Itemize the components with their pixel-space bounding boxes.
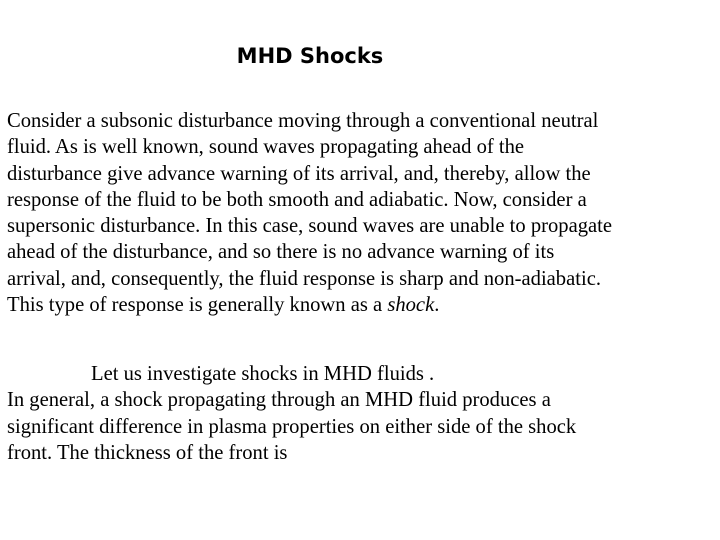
text-line-last-suffix: . xyxy=(434,294,440,317)
slide-title: MHD Shocks xyxy=(236,44,384,68)
text-line: front. The thickness of the front is xyxy=(7,441,288,464)
text-line: supersonic disturbance. In this case, sound waves are unable to propagate xyxy=(7,215,613,238)
text-line: fluid. As is well known, sound waves propagating ahead of the xyxy=(7,136,525,159)
text-line: In general, a shock propagating through an MHD fluid produces a xyxy=(7,389,551,412)
paragraph-mhd-shocks xyxy=(7,361,715,466)
paragraph-subsonic-supersonic xyxy=(7,108,715,318)
text-line: response of the fluid to be both smooth and adiabatic. Now, consider a xyxy=(7,188,587,211)
text-line-last xyxy=(7,292,715,318)
text-line: arrival, and, consequently, the fluid response is sharp and non-adiabatic. xyxy=(7,267,601,290)
text-line: Consider a subsonic disturbance moving through a conventional neutral xyxy=(7,110,599,132)
text-line: disturbance give advance warning of its arrival, and, thereby, allow the xyxy=(7,162,591,185)
text-line: ahead of the disturbance, and so there is no advance warning of its xyxy=(7,241,555,264)
text-line-indented: Let us investigate shocks in MHD fluids . xyxy=(91,363,435,385)
text-line-last-prefix: This type of response is generally known as a xyxy=(7,294,388,317)
shock-emphasis: shock xyxy=(387,294,435,317)
text-line: significant difference in plasma properties on either side of the shock xyxy=(7,415,577,438)
